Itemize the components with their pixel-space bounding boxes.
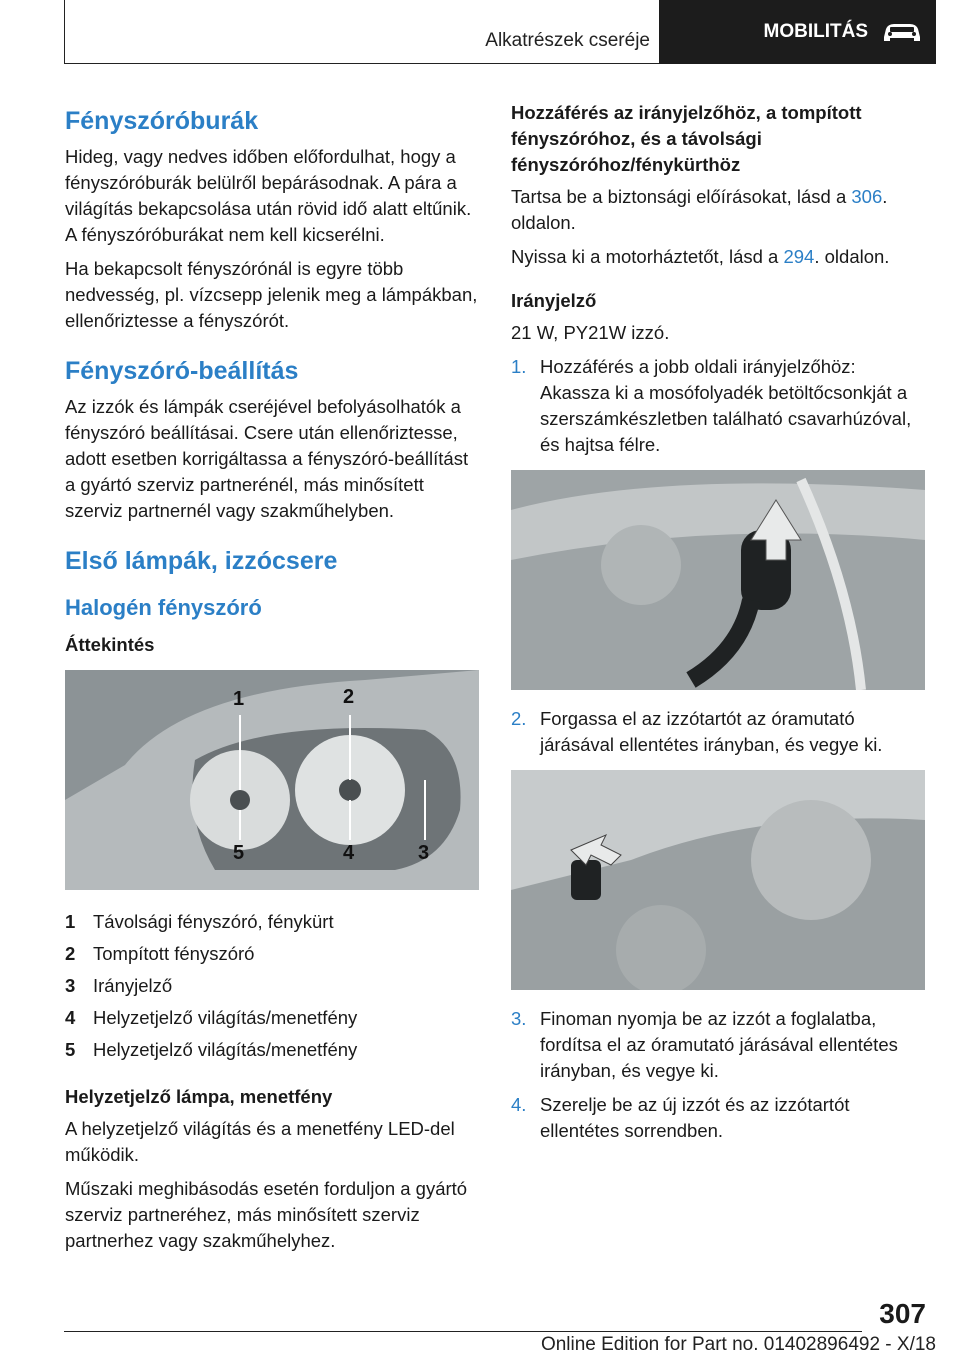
page-number: 307	[879, 1298, 926, 1329]
legend-item	[65, 1002, 479, 1034]
heading-position-light: Helyzetjelző lámpa, menetfény	[65, 1086, 333, 1107]
paragraph: Hideg, vagy nedves időben előfordulhat, hogy a fényszóróburák belülről bepárásodnak. A pára a világítás bekapcsolása után rövid idő alatt eltűnik. A fényszóróburákat nem kell kicserélni.	[65, 146, 472, 245]
figure-label: 1	[233, 688, 245, 710]
heading-headlight-covers: Fényszóróburák	[65, 107, 259, 135]
legend-text: Helyzetjelző világítás/menetfény	[93, 1007, 358, 1028]
figure-label: 5	[233, 842, 245, 864]
paragraph	[511, 184, 925, 236]
right-column	[511, 100, 925, 1152]
step-number: 3.	[511, 1008, 527, 1029]
page-link-306[interactable]: 306	[851, 186, 883, 207]
section-label: MOBILITÁS	[763, 21, 868, 42]
step-text: Forgassa el az izzótartót az óramutató járásával ellentétes irányban, és vegye ki.	[540, 708, 883, 755]
legend-item	[65, 906, 479, 938]
text: Tartsa be a biztonsági előírásokat, lásd a	[511, 186, 852, 207]
figure-legend	[65, 906, 479, 1066]
legend-text: Irányjelző	[93, 975, 173, 996]
footer-rule	[64, 1331, 862, 1332]
step-text: Szerelje be az új izzót és az izzótartót ellentétes sorrendben.	[540, 1094, 850, 1141]
car-icon	[880, 19, 924, 45]
steps-list	[511, 354, 925, 458]
paragraph: Az izzók és lámpák cseréjével befolyásolhatók a fényszóró beállításai. Csere után ellenőriztesse, adott esetben korrigáltassa a fényszóró-beállítást a gyártó szerviz partnerénél, más minősített szerviz partnernél vagy szakműhelyben.	[65, 396, 469, 521]
figure-label: 4	[343, 842, 355, 864]
step-item	[511, 706, 925, 758]
legend-text: Helyzetjelző világítás/menetfény	[93, 1039, 358, 1060]
heading-overview: Áttekintés	[65, 634, 155, 655]
chapter-title: Alkatrészek cseréje	[485, 30, 650, 51]
paragraph: A helyzetjelző világítás és a menetfény LED-del működik.	[65, 1118, 455, 1165]
legend-number: 4	[65, 1007, 76, 1028]
heading-indicator: Irányjelző	[511, 290, 597, 311]
page-link-294[interactable]: 294	[783, 246, 815, 267]
heading-access: Hozzáférés az irányjelzőhöz, a tompított fényszóróhoz, és a távolsági fényszóróhoz/fénykürthöz	[511, 102, 862, 175]
legend-number: 3	[65, 975, 76, 996]
heading-headlight-adjustment: Fényszóró-beállítás	[65, 357, 299, 385]
steps-list	[511, 1006, 925, 1144]
legend-text: Távolsági fényszóró, fénykürt	[93, 911, 334, 932]
step-number: 2.	[511, 708, 527, 729]
step-number: 4.	[511, 1094, 527, 1115]
page-header	[64, 0, 936, 64]
footer-edition: Online Edition for Part no. 01402896492 - X/18	[540, 1334, 936, 1355]
step-text: Finoman nyomja be az izzót a foglalatba, fordítsa el az óramutató járásával ellentétes irányban, és vegye ki.	[540, 1008, 898, 1081]
figure-label: 3	[418, 842, 430, 864]
text: . oldalon.	[511, 186, 888, 233]
section-tab	[659, 0, 936, 64]
text: Nyissa ki a motorháztetőt, lásd a	[511, 246, 784, 267]
step-text: Hozzáférés a jobb oldali irányjelzőhöz: Akasszа ki a mosófolyadék betöltőcsonkját a szerszámkészletben található csavarhúzóval, és hajtsa félre.	[540, 356, 912, 455]
step-number: 1.	[511, 356, 527, 377]
steps-list	[511, 706, 925, 758]
step-item	[511, 1092, 925, 1144]
left-column	[65, 100, 479, 1262]
legend-item	[65, 970, 479, 1002]
paragraph: Ha bekapcsolt fényszórónál is egyre több nedvesség, pl. vízcsepp jelenik meg a lámpákban, ellenőriztesse a fényszórót.	[65, 258, 478, 331]
text: . oldalon.	[814, 246, 890, 267]
heading-front-lamps: Első lámpák, izzócsere	[65, 547, 338, 575]
figure-label: 2	[343, 686, 355, 708]
paragraph: Műszaki meghibásodás esetén forduljon a gyártó szerviz partneréhez, más minősített szerviz partnerhez vagy szakműhelyhez.	[65, 1178, 468, 1251]
legend-item	[65, 938, 479, 970]
legend-text: Tompított fényszóró	[93, 943, 255, 964]
step-item	[511, 354, 925, 458]
step-item	[511, 1006, 925, 1084]
paragraph	[511, 244, 925, 270]
legend-item	[65, 1034, 479, 1066]
legend-number: 5	[65, 1039, 76, 1060]
heading-halogen: Halogén fényszóró	[65, 595, 262, 620]
legend-number: 1	[65, 911, 76, 932]
bulb-spec: 21 W, PY21W izzó.	[511, 322, 670, 343]
bulb-holder-image	[511, 770, 925, 990]
headlight-overview-image	[65, 670, 479, 890]
legend-number: 2	[65, 943, 76, 964]
washer-filler-image	[511, 470, 925, 690]
